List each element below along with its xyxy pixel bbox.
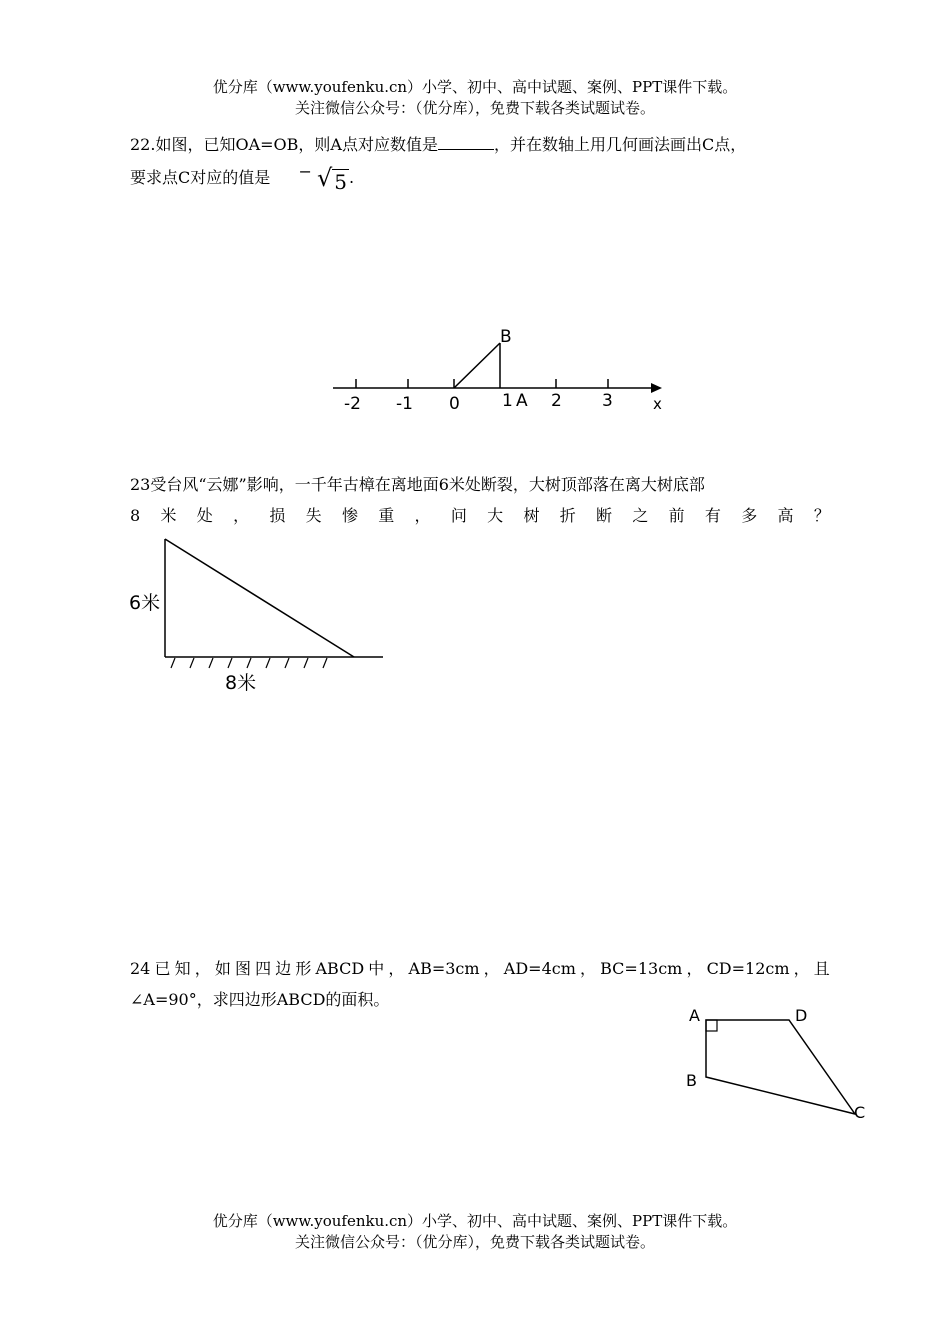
axis-arrow (651, 383, 662, 393)
base-label: 8米 (225, 672, 257, 694)
quadrilateral-abcd (706, 1020, 855, 1114)
vertex-a-label: A (689, 1006, 700, 1025)
radicand: 5 (334, 170, 347, 194)
vertex-c-label: C (854, 1103, 866, 1122)
vertex-d-label: D (795, 1006, 808, 1025)
footer-line-2: 关注微信公众号：（优分库），免费下载各类试题试卷。 (294, 1233, 655, 1251)
tick-label: 1 (502, 391, 513, 411)
vertex-b-label: B (686, 1071, 697, 1090)
tick-label: 2 (551, 391, 562, 411)
minus-sign: − (298, 162, 312, 181)
q24-line-1: 24 已 知 ， 如 图 四 边 形 ABCD 中 ， AB=3cm ， AD=4cm ， BC=13cm ， CD=12cm ， 且 (130, 959, 830, 978)
height-label: 6米 (129, 592, 161, 614)
q22-line-2: 要求点C对应的值是 − √ 5 . (130, 162, 355, 194)
header-line-2: 关注微信公众号：（优分库），免费下载各类试题试卷。 (294, 99, 655, 117)
point-a-label: A (516, 391, 528, 411)
tick-label: 3 (602, 391, 613, 411)
q23-line-1: 23受台风“云娜”影响，一千年古樟在离地面6米处断裂，大树顶部落在离大树底部 (130, 475, 705, 494)
point-b-label: B (500, 327, 512, 347)
ground-hatching (171, 658, 327, 668)
right-angle-mark (706, 1020, 717, 1031)
number-line-figure (325, 322, 670, 414)
tick-label: -2 (344, 394, 361, 414)
tick-label: 0 (449, 394, 460, 414)
tick-label: -1 (396, 394, 413, 414)
tree-triangle-figure (125, 534, 387, 696)
q22-line-1: 22.如图，已知OA=OB，则A点对应数值是 ，并在数轴上用几何画法画出C点， (130, 135, 747, 154)
question-22 (130, 129, 830, 193)
quadrilateral-figure (680, 1000, 880, 1130)
q23-line-2: 8 米 处 ， 损 失 惨 重 ， 问 大 树 折 断 之 前 有 多 高 ？ (130, 506, 830, 525)
q24-line-2: ∠A=90°，求四边形ABCD的面积。 (130, 990, 390, 1009)
answer-blank (438, 135, 494, 150)
header-line-1: 优分库（www.youfenku.cn）小学、初中、高中试题、案例、PPT课件下载。 (212, 78, 738, 96)
footer-line-1: 优分库（www.youfenku.cn）小学、初中、高中试题、案例、PPT课件下载。 (212, 1212, 738, 1230)
x-axis-label: x (653, 395, 662, 413)
broken-top-line (165, 539, 354, 657)
segment-ob (454, 343, 500, 388)
sqrt-sign: √ (316, 164, 333, 192)
question-23 (130, 469, 830, 531)
